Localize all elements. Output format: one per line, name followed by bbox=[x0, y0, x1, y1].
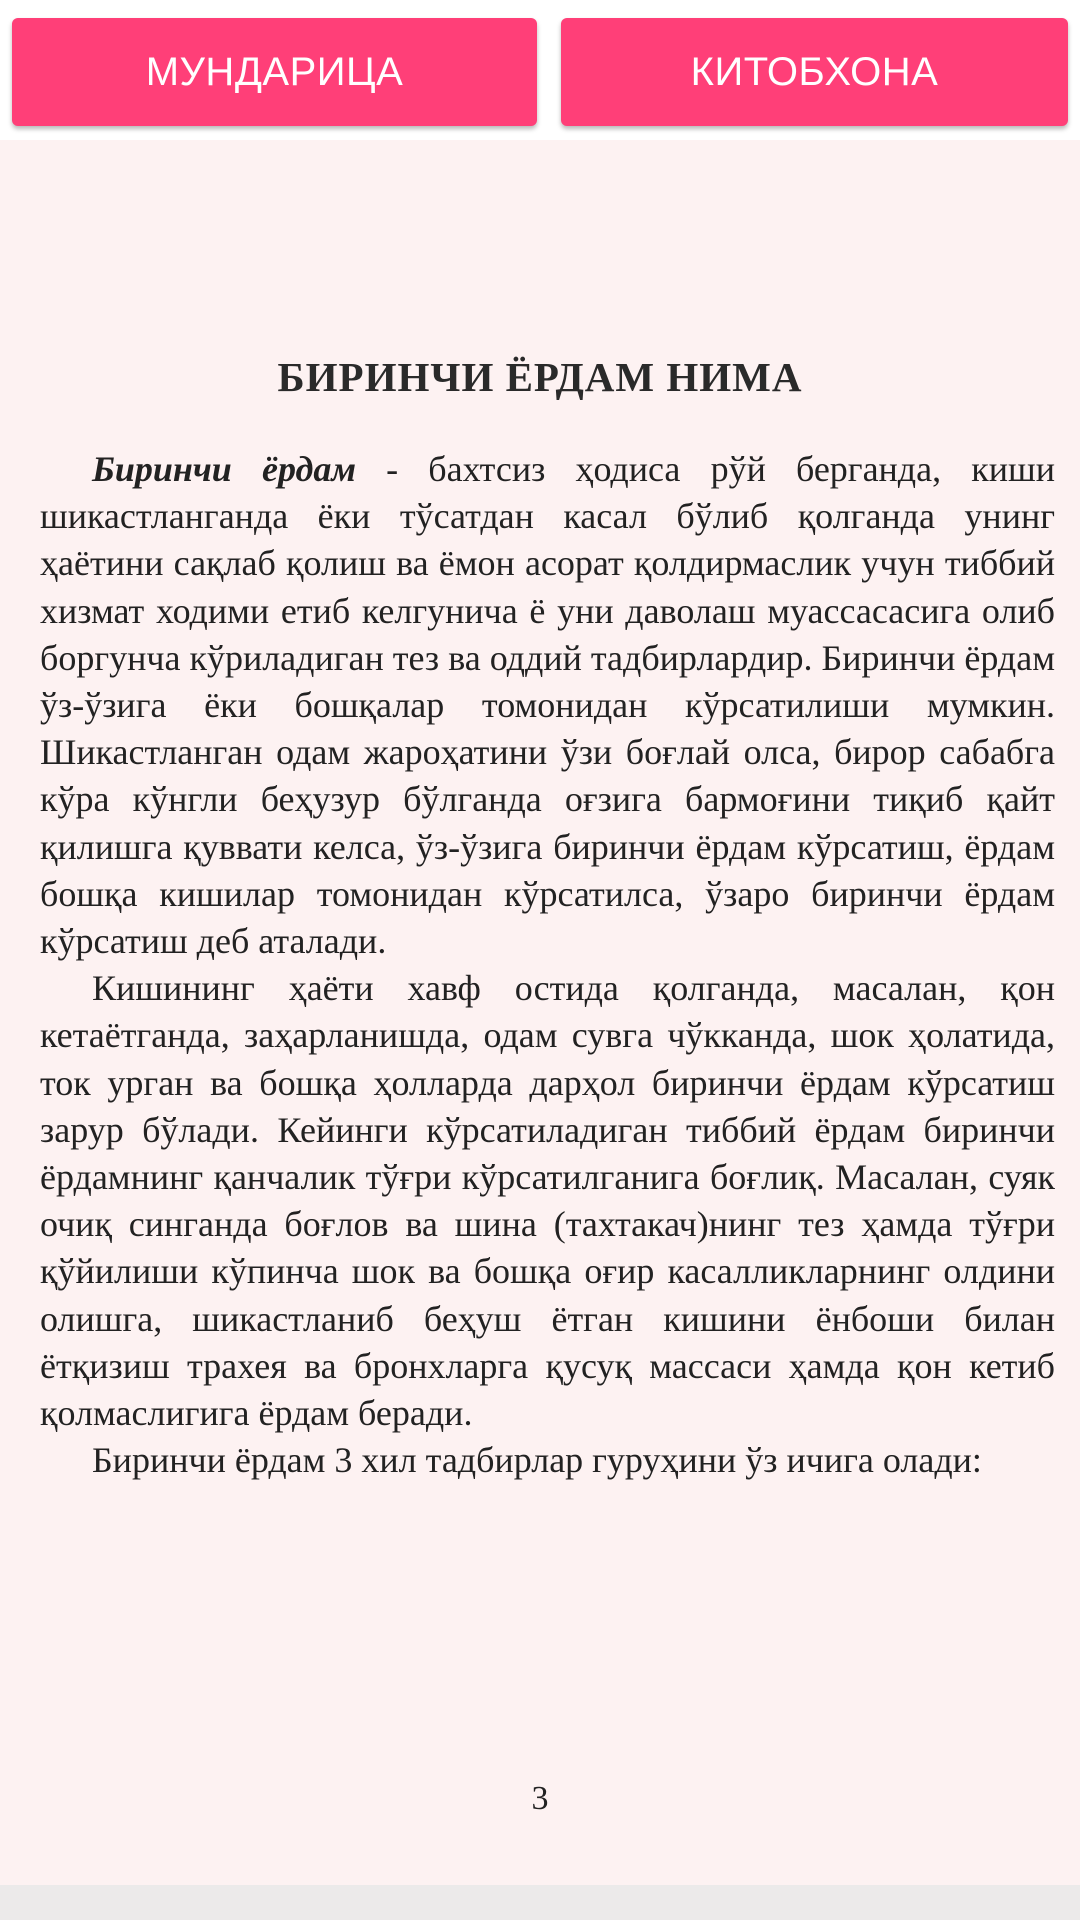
top-toolbar bbox=[0, 0, 1080, 140]
page-title: БИРИНЧИ ЁРДАМ НИМА bbox=[277, 354, 803, 400]
defined-term: Биринчи ёрдам bbox=[92, 449, 356, 489]
library-button[interactable]: КИТОБХОНА bbox=[561, 18, 1068, 126]
paragraph bbox=[40, 965, 1055, 1437]
paragraph bbox=[40, 446, 1055, 965]
page-body bbox=[40, 446, 1055, 1484]
paragraph-text: - бахтсиз ҳодиса рўй берганда, киши шикастланганда ёки тўсатдан касал бўлиб қолганда унинг ҳаётини сақлаб қолиш ва ёмон асорат қолдирмаслик учун тиббий хизмат ходими етиб келгунича ё уни даволаш муассасасига олиб боргунча кўриладиган тез ва оддий тадбирлардир. Биринчи ёрдам ўз-ўзига ёки бошқалар томонидан кўрсатилиши мумкин. Шикастланган одам жароҳатини ўзи боғлай олса, бирор сабабга кўра кўнгли беҳузур бўлганда оғзига бармоғини тиқиб қайт қилишга қуввати келса, ўз-ўзига биринчи ёрдам кўрсатиш, ёрдам бошқа кишилар томонидан кўрсатилса, ўзаро биринчи ёрдам кўрсатиш деб аталади. bbox=[40, 449, 1055, 962]
paragraph bbox=[40, 1437, 1055, 1484]
contents-button[interactable]: МУНДАРИЦА bbox=[12, 18, 537, 126]
paragraph-text: Биринчи ёрдам 3 хил тадбирлар гуруҳини ўз ичига олади: bbox=[92, 1440, 982, 1481]
paragraph-text: Кишининг ҳаёти хавф остида қолганда, масалан, қон кетаётганда, заҳарланишда, одам сувга чўкканда, шок ҳолатида, ток урган ва бошқа ҳолларда дарҳол биринчи ёрдам кўрсатиш зарур бўлади. Кейинги кўрсатиладиган тиббий ёрдам биринчи ёрдамнинг қанчалик тўғри кўрсатилганига боғлиқ. Масалан, суяк очиқ синганда боғлов ва шина (тахтакач)нинг тез ҳамда тўғри қўйилиши кўпинча шок ва бошқа оғир касалликларнинг олдини олишга, шикастланиб беҳуш ётган кишини ёнбоши билан ётқизиш трахея ва бронхларга қусуқ массаси ҳамда қон кетиб қолмаслигига ёрдам беради. bbox=[40, 968, 1055, 1434]
book-page[interactable] bbox=[0, 140, 1080, 1885]
page-number: 3 bbox=[531, 1780, 549, 1817]
bottom-strip bbox=[0, 1885, 1080, 1920]
